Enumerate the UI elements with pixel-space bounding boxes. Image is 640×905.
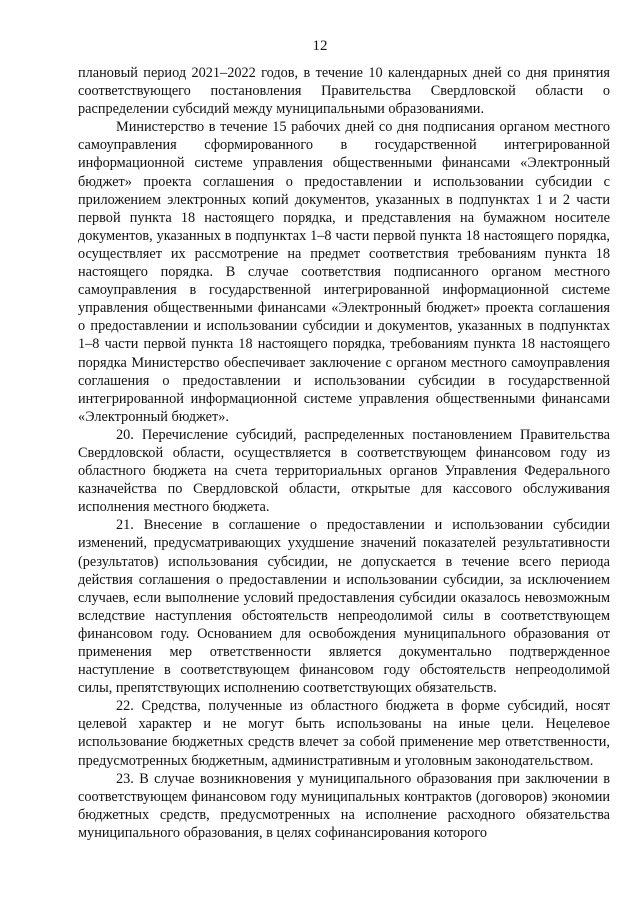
- paragraph-item-23: 23. В случае возникновения у муниципального образования при заключении в соответствующем финансовом году муниципальных контрактов (договоров) экономии бюджетных средств, предусмотренных на исполнение расходного обязательства муниципального образования, в целях софинансирования которого: [78, 770, 610, 841]
- document-body: [78, 64, 610, 842]
- paragraph-item-21: 21. Внесение в соглашение о предоставлении и использовании субсидии изменений, предусматривающих ухудшение значений показателей результативности (результатов) использования субсидии, не допускается в течение всего периода действия соглашения о предоставлении и использовании субсидии, за исключением случаев, если выполнение условий предоставления субсидии оказалось невозможным вследствие наступления обстоятельств непреодолимой силы в соответствующем финансовом году. Основанием для освобождения муниципального образования от применения мер ответственности является документально подтвержденное наступление в соответствующем финансовом году обстоятельств непреодолимой силы, препятствующих исполнению соответствующих обязательств.: [78, 517, 610, 697]
- page-number: 12: [312, 38, 328, 54]
- paragraph-item-22: 22. Средства, полученные из областного бюджета в форме субсидий, носят целевой характер и не могут быть использованы на иные цели. Нецелевое использование бюджетных средств влечет за собой применение мер ответственности, предусмотренных бюджетным, административным и уголовным законодательством.: [78, 698, 610, 769]
- paragraph-item-20: 20. Перечисление субсидий, распределенных постановлением Правительства Свердловской области, осуществляется в соответствующем финансовом году из областного бюджета на счета территориальных органов Управления Федерального казначейства по Свердловской области, открытые для кассового обслуживания исполнения местного бюджета.: [78, 426, 610, 516]
- paragraph-continuation: плановый период 2021–2022 годов, в течение 10 календарных дней со дня принятия соответствующего постановления Правительства Свердловской области о распределении субсидий между муниципальными образованиями.: [78, 65, 610, 118]
- paragraph-ministry-review: Министерство в течение 15 рабочих дней со дня подписания органом местного самоуправления сформированного в государственной интегрированной информационной системе управления общественными финансами «Электронный бюджет» проекта соглашения о предоставлении и использовании субсидии с приложением электронных копий документов, указанных в подпунктах 1 и 2 части первой пункта 18 настоящего порядка, и представления на бумажном носителе документов, указанных в подпунктах 1–8 части первой пункта 18 настоящего порядка, осуществляет их рассмотрение на предмет соответствия требованиям пункта 18 настоящего порядка. В случае соответствия подписанного органом местного самоуправления в государственной интегрированной информационной системе управления общественными финансами «Электронный бюджет» проекта соглашения о предоставлении и использовании субсидии и документов, указанных в подпунктах 1–8 части первой пункта 18 настоящего порядка, требованиям пункта 18 настоящего порядка Министерство обеспечивает заключение с органом местного самоуправления соглашения о предоставлении и использовании субсидии в государственной интегрированной информационной системе управления общественными финансами «Электронный бюджет».: [78, 119, 610, 425]
